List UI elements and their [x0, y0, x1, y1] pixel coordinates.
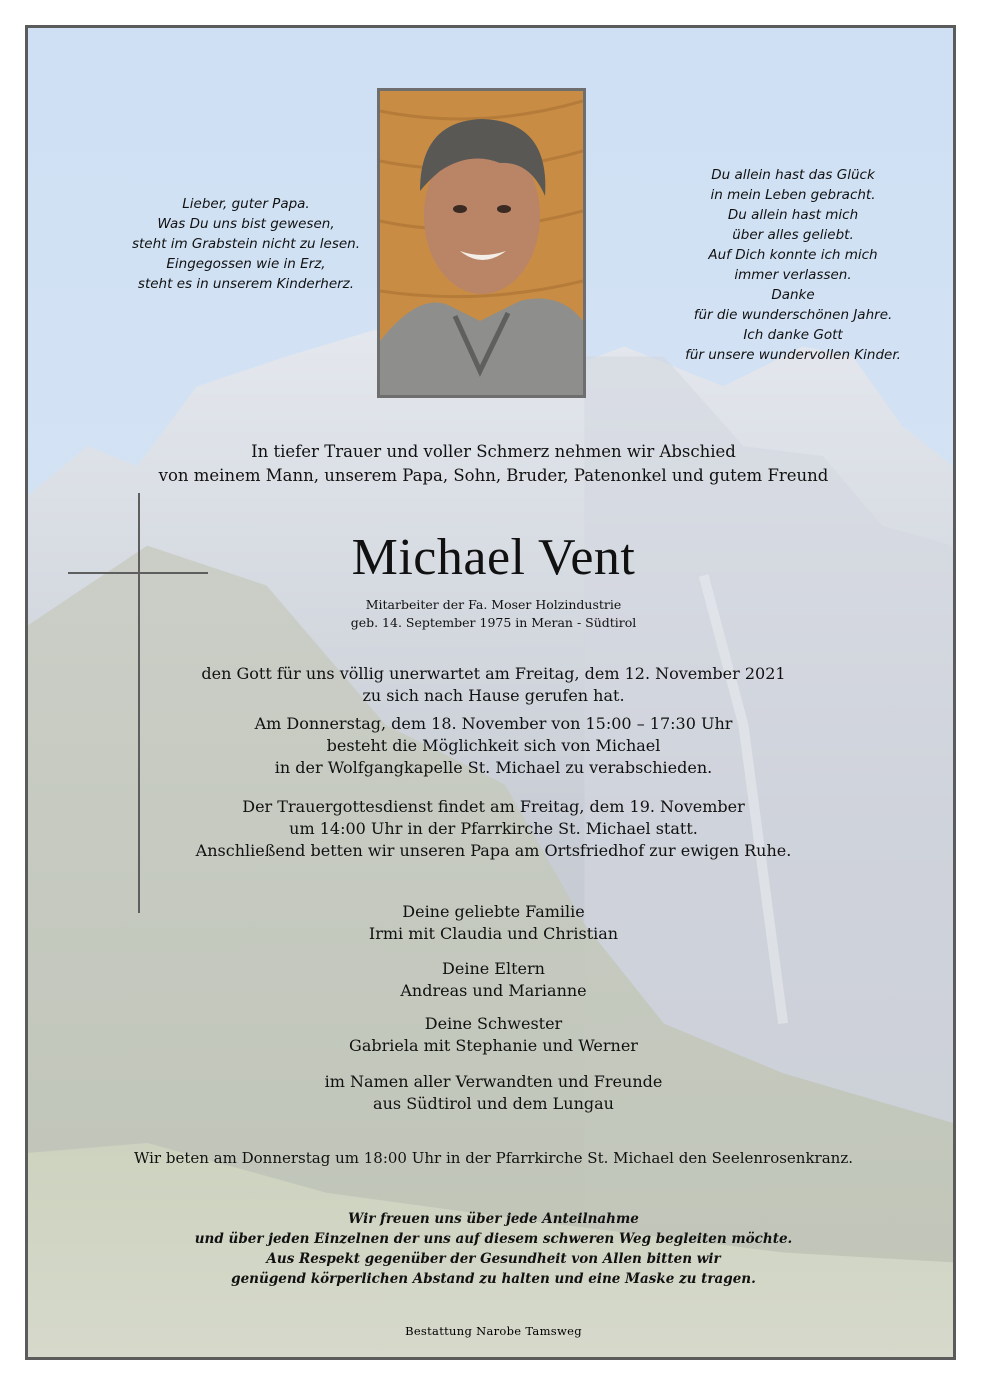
poem-right-line: Du allein hast das Glück	[711, 167, 875, 183]
viewing-line: besteht die Möglichkeit sich von Michael	[326, 736, 661, 755]
death-notice-line: den Gott für uns völlig unerwartet am Freitag, dem 12. November 2021	[201, 664, 786, 683]
poem-right-line: Danke	[771, 287, 815, 303]
family-heading: Deine Eltern	[442, 959, 545, 978]
thanks-line: und über jeden Einzelnen der uns auf diesem schweren Weg begleiten möchte.	[194, 1231, 793, 1247]
undertaker-name: Bestattung Narobe Tamsweg	[405, 1324, 582, 1338]
family-heading: Deine Schwester	[424, 1014, 563, 1033]
viewing-line: in der Wolfgangkapelle St. Michael zu verabschieden.	[274, 758, 713, 777]
poem-right-line: für die wunderschönen Jahre.	[693, 307, 893, 323]
family-names: Andreas und Marianne	[400, 981, 587, 1000]
thanks-line: Aus Respekt gegenüber der Gesundheit von Allen bitten wir	[266, 1251, 721, 1267]
poem-right-line: in mein Leben gebracht.	[710, 187, 876, 203]
service-line: um 14:00 Uhr in der Pfarrkirche St. Michael statt.	[289, 819, 698, 838]
family-heading: im Namen aller Verwandten und Freunde	[324, 1072, 663, 1091]
poem-right-line: Auf Dich konnte ich mich	[708, 247, 878, 263]
poem-left-line: steht es in unserem Kinderherz.	[137, 276, 355, 292]
poem-right-line: Du allein hast mich	[727, 207, 859, 223]
family-group	[28, 1071, 956, 1115]
rosary-prayer-notice: Wir beten am Donnerstag um 18:00 Uhr in der Pfarrkirche St. Michael den Seelenrosenkranz.	[133, 1149, 853, 1167]
family-group	[28, 1013, 956, 1057]
family-names: aus Südtirol und dem Lungau	[373, 1094, 614, 1113]
family-names: Irmi mit Claudia und Christian	[368, 924, 619, 943]
poem-right-line: über alles geliebt.	[732, 227, 854, 243]
death-notice-line: zu sich nach Hause gerufen hat.	[362, 686, 625, 705]
family-group	[28, 958, 956, 1002]
poem-right	[648, 165, 938, 365]
thanks-line: Wir freuen uns über jede Anteilnahme	[348, 1211, 639, 1227]
death-notice	[28, 663, 956, 707]
intro-line: In tiefer Trauer und voller Schmerz nehmen wir Abschied	[251, 442, 736, 461]
poem-right-line: immer verlassen.	[734, 267, 852, 283]
portrait-photo	[377, 88, 586, 398]
poem-left-line: steht im Grabstein nicht zu lesen.	[131, 236, 361, 252]
occupation: Mitarbeiter der Fa. Moser Holzindustrie	[365, 597, 622, 612]
thanks-notice	[28, 1209, 956, 1289]
intro-line: von meinem Mann, unserem Papa, Sohn, Bruder, Patenonkel und gutem Freund	[158, 466, 829, 485]
family-group	[28, 901, 956, 945]
obituary-card	[25, 25, 956, 1360]
service-line: Der Trauergottesdienst findet am Freitag, dem 19. November	[242, 797, 745, 816]
poem-right-line: Ich danke Gott	[743, 327, 843, 343]
deceased-name: Michael Vent	[351, 529, 636, 586]
viewing-info	[28, 713, 956, 779]
birth-info: geb. 14. September 1975 in Meran - Südtirol	[350, 615, 637, 630]
service-line: Anschließend betten wir unseren Papa am Ortsfriedhof zur ewigen Ruhe.	[195, 841, 792, 860]
poem-left	[126, 194, 366, 294]
poem-right-line: für unsere wundervollen Kinder.	[685, 347, 901, 363]
viewing-line: Am Donnerstag, dem 18. November von 15:00 – 17:30 Uhr	[254, 714, 733, 733]
poem-left-line: Lieber, guter Papa.	[182, 196, 310, 212]
family-heading: Deine geliebte Familie	[402, 902, 585, 921]
family-names: Gabriela mit Stephanie und Werner	[349, 1036, 638, 1055]
poem-left-line: Was Du uns bist gewesen,	[157, 216, 335, 232]
poem-left-line: Eingegossen wie in Erz,	[166, 256, 326, 272]
thanks-line: genügend körperlichen Abstand zu halten und eine Maske zu tragen.	[231, 1271, 756, 1287]
service-info	[28, 796, 956, 862]
intro-text	[28, 440, 956, 488]
deceased-details	[28, 596, 956, 632]
